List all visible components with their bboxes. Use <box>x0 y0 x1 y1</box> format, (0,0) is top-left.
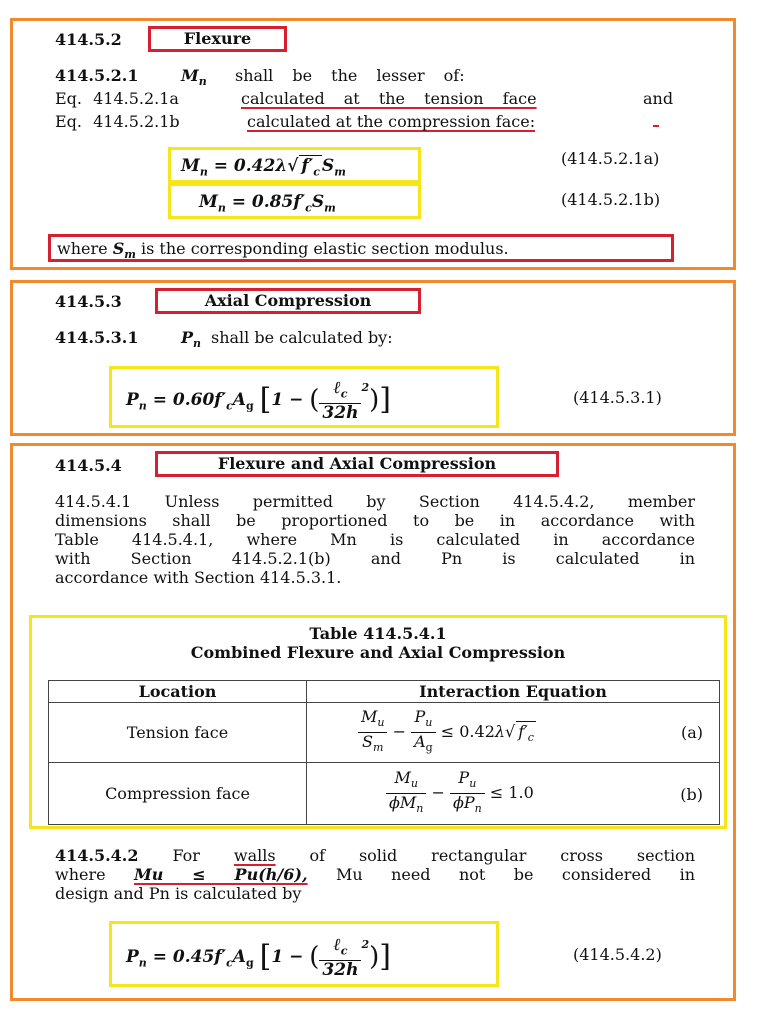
section-title: Axial Compression <box>155 288 421 314</box>
equation-b: $M_n = 0.85f'_cS_m$ <box>199 192 336 215</box>
where-note-box <box>48 234 674 262</box>
paragraph-line: where Mu ≤ Pu(h/6), Mu need not be considered in <box>55 865 695 884</box>
col-interaction-equation: Interaction Equation <box>307 681 720 703</box>
table-row <box>49 763 720 825</box>
paragraph-text: shall be calculated by: <box>211 328 393 347</box>
equation-box-a <box>168 147 421 183</box>
paragraph-line: with Section 414.5.2.1(b) and Pn is calculated in <box>55 549 695 568</box>
paragraph-number: 414.5.2.1 <box>55 66 139 85</box>
compression-face-text: calculated at the compression face: <box>247 112 536 131</box>
row-location: Tension face <box>49 703 307 763</box>
equation-axial: $P_n = 0.60f'_cA_g$ [1 − ( $\frac{\ell_c}{32h}$ $^2$)] <box>126 378 391 424</box>
variable-pn: $P_n$ <box>181 328 202 351</box>
equation-box-b <box>168 183 421 219</box>
table-row <box>49 703 720 763</box>
section-number: 414.5.4 <box>55 456 122 475</box>
paragraph-line: dimensions shall be proportioned to be in accordance with <box>55 511 695 530</box>
section-number: 414.5.3 <box>55 292 122 311</box>
eq-ref-b: Eq. 414.5.2.1b <box>55 112 180 131</box>
paragraph-line: Table 414.5.4.1, where Mn is calculated in accordance <box>55 530 695 549</box>
eq-ref-a: Eq. 414.5.2.1a <box>55 89 179 108</box>
paragraph-line: accordance with Section 414.5.3.1. <box>55 568 342 587</box>
where-note: where $S_m$ is the corresponding elastic section modulus. <box>57 239 509 262</box>
equation-walls: $P_n = 0.45f'_cA_g$ [1 − ( $\frac{\ell_c}{32h}$ $^2$)] <box>126 935 391 981</box>
section-flexure-axial-panel <box>10 443 736 1001</box>
equation-box <box>109 921 499 987</box>
equation-compression: $\frac{M_u}{\phi M_n}$ − $\frac{P_u}{\phi P_n}$ ≤ 1.0 <box>386 783 534 802</box>
variable-mn: $M_n$ <box>181 66 207 89</box>
paragraph-line: 414.5.4.1 Unless permitted by Section 414.5.4.2, member <box>55 492 695 511</box>
equation-a: $M_n = 0.42\lambda√$ $f'_c$ $S_m$ <box>181 156 346 179</box>
equation-box <box>109 366 499 428</box>
red-tick-mark <box>653 125 659 127</box>
row-location: Compression face <box>49 763 307 825</box>
paragraph-number: 414.5.3.1 <box>55 328 139 347</box>
paragraph-text: shall be the lesser of: <box>235 66 465 85</box>
equation-tension: $\frac{M_u}{S_m}$ − $\frac{P_u}{A_g}$ ≤ 0.42λ√ $f'_c$ <box>358 722 536 741</box>
interaction-table <box>48 680 720 825</box>
table-title: Table 414.5.4.1 <box>309 624 447 643</box>
equation-number-b: (414.5.2.1b) <box>561 190 661 209</box>
paragraph-414-5-4-2 <box>55 846 695 903</box>
equation-number: (414.5.4.2) <box>573 945 662 964</box>
tension-face-text: calculated at the tension face <box>241 89 537 108</box>
section-axial-compression-panel <box>10 280 736 436</box>
equation-number: (414.5.3.1) <box>573 388 662 407</box>
section-flexure-panel <box>10 18 736 270</box>
section-title: Flexure and Axial Compression <box>155 451 559 477</box>
paragraph-line: 414.5.4.2 For walls of solid rectangular cross section <box>55 846 695 865</box>
row-tag: (a) <box>680 723 703 742</box>
table-subtitle: Combined Flexure and Axial Compression <box>190 643 566 662</box>
paragraph-414-5-4-1 <box>55 492 695 587</box>
col-location: Location <box>49 681 307 703</box>
table-box <box>29 615 727 829</box>
section-title: Flexure <box>148 26 287 52</box>
and-text: and <box>643 89 674 108</box>
paragraph-line: design and Pn is calculated by <box>55 884 302 903</box>
equation-number-a: (414.5.2.1a) <box>561 149 660 168</box>
row-tag: (b) <box>680 785 703 804</box>
section-number: 414.5.2 <box>55 30 122 49</box>
